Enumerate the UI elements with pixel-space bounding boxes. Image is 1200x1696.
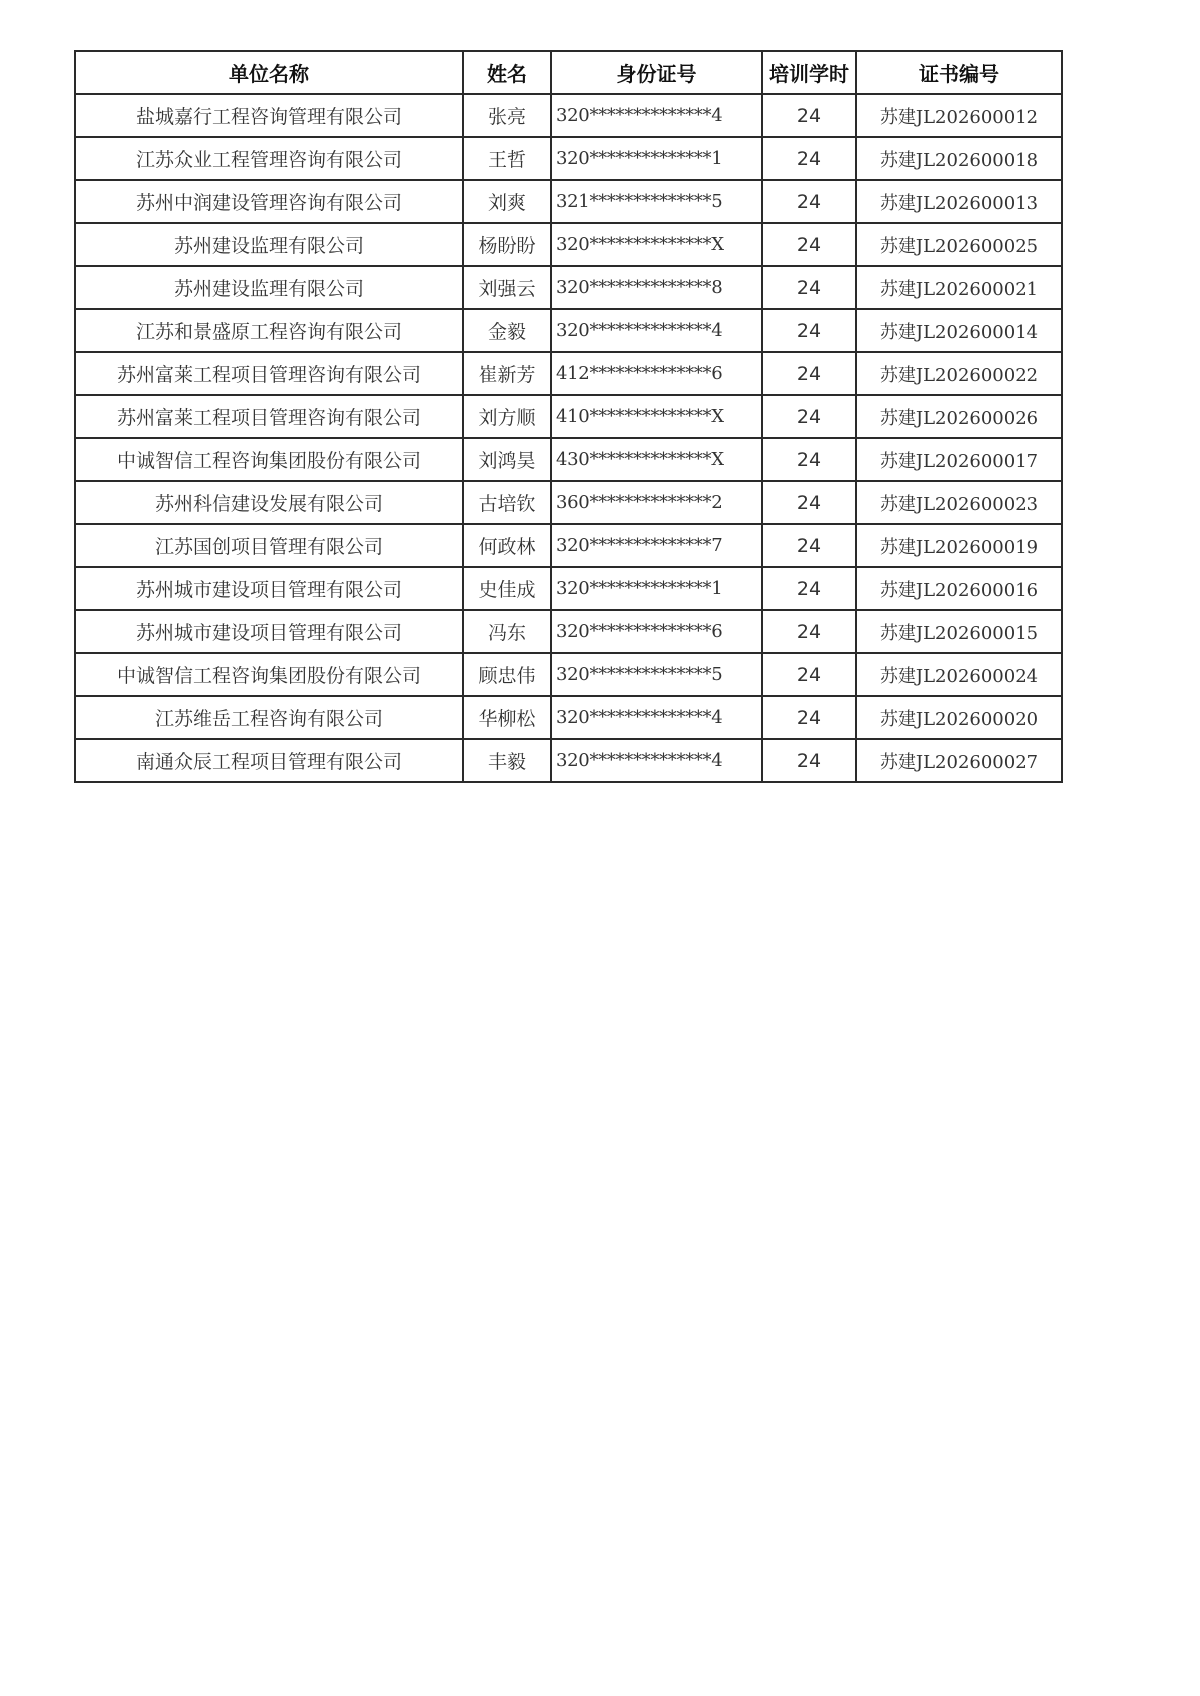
- cell-training-hours: 24: [762, 309, 856, 352]
- cell-unit: 盐城嘉行工程咨询管理有限公司: [75, 94, 463, 137]
- cell-certificate-no: 苏建JL202600021: [856, 266, 1062, 309]
- cell-certificate-no: 苏建JL202600015: [856, 610, 1062, 653]
- cell-id-number: 320**************4: [551, 309, 762, 352]
- table-row: [75, 739, 1062, 782]
- table-row: [75, 94, 1062, 137]
- cell-certificate-no: 苏建JL202600025: [856, 223, 1062, 266]
- header-unit: 单位名称: [75, 51, 463, 94]
- cell-certificate-no: 苏建JL202600026: [856, 395, 1062, 438]
- cell-unit: 苏州科信建设发展有限公司: [75, 481, 463, 524]
- table-row: [75, 524, 1062, 567]
- cell-name: 古培钦: [463, 481, 551, 524]
- table-row: [75, 137, 1062, 180]
- table-row: [75, 309, 1062, 352]
- cell-name: 丰毅: [463, 739, 551, 782]
- cell-certificate-no: 苏建JL202600013: [856, 180, 1062, 223]
- cell-name: 张亮: [463, 94, 551, 137]
- cell-training-hours: 24: [762, 94, 856, 137]
- cell-name: 华柳松: [463, 696, 551, 739]
- cell-training-hours: 24: [762, 180, 856, 223]
- table-row: [75, 610, 1062, 653]
- cell-training-hours: 24: [762, 395, 856, 438]
- cell-unit: 苏州建设监理有限公司: [75, 266, 463, 309]
- cell-name: 何政林: [463, 524, 551, 567]
- training-certificate-table: [74, 50, 1063, 783]
- cell-id-number: 412**************6: [551, 352, 762, 395]
- cell-name: 崔新芳: [463, 352, 551, 395]
- cell-id-number: 320**************4: [551, 739, 762, 782]
- cell-id-number: 320**************5: [551, 653, 762, 696]
- cell-id-number: 320**************X: [551, 223, 762, 266]
- cell-id-number: 321**************5: [551, 180, 762, 223]
- cell-unit: 江苏维岳工程咨询有限公司: [75, 696, 463, 739]
- header-training-hours: 培训学时: [762, 51, 856, 94]
- table-row: [75, 266, 1062, 309]
- cell-certificate-no: 苏建JL202600017: [856, 438, 1062, 481]
- cell-unit: 江苏国创项目管理有限公司: [75, 524, 463, 567]
- cell-unit: 苏州富莱工程项目管理咨询有限公司: [75, 352, 463, 395]
- cell-name: 王哲: [463, 137, 551, 180]
- cell-training-hours: 24: [762, 653, 856, 696]
- table-row: [75, 352, 1062, 395]
- cell-training-hours: 24: [762, 223, 856, 266]
- cell-unit: 中诚智信工程咨询集团股份有限公司: [75, 653, 463, 696]
- table-row: [75, 180, 1062, 223]
- cell-unit: 苏州城市建设项目管理有限公司: [75, 567, 463, 610]
- cell-name: 刘鸿昊: [463, 438, 551, 481]
- cell-training-hours: 24: [762, 481, 856, 524]
- cell-id-number: 320**************1: [551, 567, 762, 610]
- cell-certificate-no: 苏建JL202600027: [856, 739, 1062, 782]
- cell-unit: 江苏众业工程管理咨询有限公司: [75, 137, 463, 180]
- cell-certificate-no: 苏建JL202600024: [856, 653, 1062, 696]
- cell-certificate-no: 苏建JL202600023: [856, 481, 1062, 524]
- cell-training-hours: 24: [762, 266, 856, 309]
- table-row: [75, 438, 1062, 481]
- cell-training-hours: 24: [762, 137, 856, 180]
- cell-unit: 江苏和景盛原工程咨询有限公司: [75, 309, 463, 352]
- cell-unit: 苏州建设监理有限公司: [75, 223, 463, 266]
- cell-training-hours: 24: [762, 567, 856, 610]
- cell-training-hours: 24: [762, 696, 856, 739]
- cell-training-hours: 24: [762, 438, 856, 481]
- cell-name: 冯东: [463, 610, 551, 653]
- cell-certificate-no: 苏建JL202600019: [856, 524, 1062, 567]
- cell-unit: 苏州中润建设管理咨询有限公司: [75, 180, 463, 223]
- table-row: [75, 223, 1062, 266]
- cell-certificate-no: 苏建JL202600018: [856, 137, 1062, 180]
- cell-id-number: 410**************X: [551, 395, 762, 438]
- table-header-row: [75, 51, 1062, 94]
- cell-id-number: 320**************4: [551, 94, 762, 137]
- cell-certificate-no: 苏建JL202600022: [856, 352, 1062, 395]
- table-row: [75, 696, 1062, 739]
- cell-unit: 苏州富莱工程项目管理咨询有限公司: [75, 395, 463, 438]
- cell-unit: 中诚智信工程咨询集团股份有限公司: [75, 438, 463, 481]
- cell-training-hours: 24: [762, 739, 856, 782]
- cell-id-number: 320**************7: [551, 524, 762, 567]
- cell-unit: 南通众辰工程项目管理有限公司: [75, 739, 463, 782]
- cell-certificate-no: 苏建JL202600012: [856, 94, 1062, 137]
- header-certificate-no: 证书编号: [856, 51, 1062, 94]
- cell-certificate-no: 苏建JL202600016: [856, 567, 1062, 610]
- table-body: [75, 94, 1062, 782]
- cell-id-number: 320**************6: [551, 610, 762, 653]
- cell-certificate-no: 苏建JL202600014: [856, 309, 1062, 352]
- cell-certificate-no: 苏建JL202600020: [856, 696, 1062, 739]
- cell-name: 刘爽: [463, 180, 551, 223]
- cell-name: 杨盼盼: [463, 223, 551, 266]
- cell-name: 金毅: [463, 309, 551, 352]
- header-id-number: 身份证号: [551, 51, 762, 94]
- cell-id-number: 360**************2: [551, 481, 762, 524]
- cell-training-hours: 24: [762, 524, 856, 567]
- cell-training-hours: 24: [762, 352, 856, 395]
- cell-name: 刘方顺: [463, 395, 551, 438]
- cell-id-number: 320**************4: [551, 696, 762, 739]
- cell-name: 史佳成: [463, 567, 551, 610]
- cell-name: 刘强云: [463, 266, 551, 309]
- cell-name: 顾忠伟: [463, 653, 551, 696]
- cell-id-number: 320**************8: [551, 266, 762, 309]
- table-row: [75, 653, 1062, 696]
- cell-unit: 苏州城市建设项目管理有限公司: [75, 610, 463, 653]
- cell-id-number: 320**************1: [551, 137, 762, 180]
- cell-training-hours: 24: [762, 610, 856, 653]
- header-name: 姓名: [463, 51, 551, 94]
- table-row: [75, 395, 1062, 438]
- cell-id-number: 430**************X: [551, 438, 762, 481]
- table-row: [75, 567, 1062, 610]
- table-row: [75, 481, 1062, 524]
